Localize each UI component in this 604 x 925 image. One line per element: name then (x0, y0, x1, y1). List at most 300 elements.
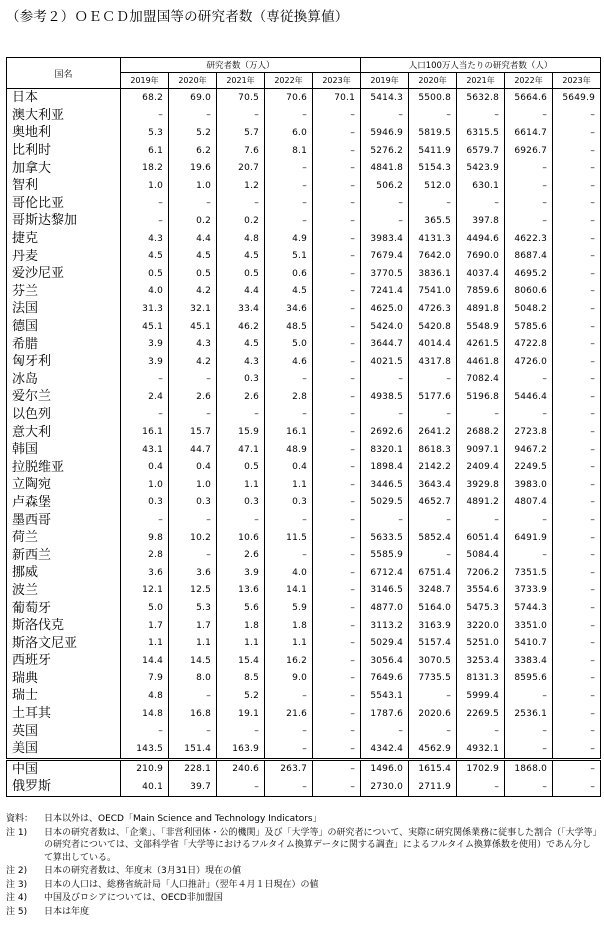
researchers-value: 1.8 (265, 617, 313, 635)
researchers-value: 4.5 (169, 247, 217, 265)
researchers-value: 47.1 (217, 441, 265, 459)
per-million-value: – (457, 511, 505, 529)
country-name: 捷克 (7, 230, 121, 248)
researchers-value: – (313, 212, 361, 230)
per-million-value: 5852.4 (409, 529, 457, 547)
country-name: 爱尔兰 (7, 388, 121, 406)
researchers-value: – (217, 722, 265, 740)
per-million-value: – (553, 124, 601, 142)
researchers-value: 2.4 (121, 388, 169, 406)
year-header: 2020年 (169, 73, 217, 89)
researchers-value: – (313, 423, 361, 441)
researchers-value: – (169, 406, 217, 424)
per-million-value: 5414.3 (361, 89, 409, 107)
per-million-value: 5446.4 (505, 388, 553, 406)
per-million-value: 397.8 (457, 212, 505, 230)
per-million-value: – (457, 722, 505, 740)
researchers-value: – (313, 740, 361, 759)
researchers-value: 1.8 (217, 617, 265, 635)
researchers-value: 1.1 (169, 634, 217, 652)
researchers-value: 5.7 (217, 124, 265, 142)
table-row (7, 546, 601, 564)
researchers-value: – (313, 353, 361, 371)
table-row (7, 458, 601, 476)
researchers-value: 143.5 (121, 740, 169, 759)
table-row (7, 476, 601, 494)
researchers-value: 6.1 (121, 142, 169, 160)
researchers-table (6, 57, 601, 797)
country-name: 爱沙尼亚 (7, 265, 121, 283)
researchers-value: 0.5 (169, 265, 217, 283)
per-million-value: 6491.9 (505, 529, 553, 547)
researchers-value: 1.1 (265, 634, 313, 652)
note-label: 資料： (6, 814, 34, 824)
per-million-value: 3351.0 (505, 617, 553, 635)
per-million-value: – (553, 564, 601, 582)
country-name: 丹麦 (7, 247, 121, 265)
per-million-value: 7206.2 (457, 564, 505, 582)
table-row (7, 406, 601, 424)
year-header: 2021年 (217, 73, 265, 89)
researchers-value: 5.2 (217, 687, 265, 705)
per-million-value: – (553, 722, 601, 740)
table-row (7, 441, 601, 459)
per-million-value: – (361, 371, 409, 389)
per-million-value: – (553, 458, 601, 476)
researchers-value: – (313, 458, 361, 476)
table-row (7, 494, 601, 512)
group-header-row (7, 58, 601, 73)
country-name: 哥伦比亚 (7, 195, 121, 213)
country-name: 韩国 (7, 441, 121, 459)
researchers-value: – (265, 159, 313, 177)
country-name: 波兰 (7, 582, 121, 600)
table-row (7, 599, 601, 617)
per-million-value: 5543.1 (361, 687, 409, 705)
researchers-value: 33.4 (217, 300, 265, 318)
per-million-value: 7679.4 (361, 247, 409, 265)
researchers-value: – (313, 124, 361, 142)
per-million-value: 2692.6 (361, 423, 409, 441)
per-million-value: – (553, 441, 601, 459)
researchers-value: 19.1 (217, 705, 265, 723)
per-million-value: 5177.6 (409, 388, 457, 406)
researchers-value: – (313, 406, 361, 424)
researchers-value: 48.9 (265, 441, 313, 459)
researchers-value: 4.4 (169, 230, 217, 248)
per-million-value: 4494.6 (457, 230, 505, 248)
per-million-value: 7735.5 (409, 670, 457, 688)
year-header: 2023年 (553, 73, 601, 89)
researchers-value: 5.0 (121, 599, 169, 617)
per-million-value: 3733.9 (505, 582, 553, 600)
per-million-value: – (457, 406, 505, 424)
per-million-value: – (553, 759, 601, 778)
researchers-value: 0.2 (217, 212, 265, 230)
researchers-value: 40.1 (121, 778, 169, 796)
researchers-value: 45.1 (169, 318, 217, 336)
researchers-value: 70.6 (265, 89, 313, 107)
table-row (7, 722, 601, 740)
country-name: 芬兰 (7, 283, 121, 301)
researchers-value: 4.5 (121, 247, 169, 265)
researchers-value: – (265, 778, 313, 796)
researchers-value: 151.4 (169, 740, 217, 759)
researchers-value: 16.1 (121, 423, 169, 441)
researchers-value: 10.2 (169, 529, 217, 547)
per-million-value: 6751.4 (409, 564, 457, 582)
per-million-value: 5029.4 (361, 634, 409, 652)
per-million-value: 5664.6 (505, 89, 553, 107)
per-million-value: – (409, 511, 457, 529)
per-million-value: 4622.3 (505, 230, 553, 248)
researchers-value: 46.2 (217, 318, 265, 336)
country-name: 西班牙 (7, 652, 121, 670)
researchers-value: 14.5 (169, 652, 217, 670)
per-million-value: 4342.4 (361, 740, 409, 759)
researchers-value: – (313, 687, 361, 705)
researchers-value: – (313, 142, 361, 160)
country-name: 美国 (7, 740, 121, 759)
per-million-value: – (553, 687, 601, 705)
researchers-value: – (313, 177, 361, 195)
researchers-value: 0.3 (217, 371, 265, 389)
researchers-value: 1.1 (217, 634, 265, 652)
table-row (7, 195, 601, 213)
per-million-value: 6614.7 (505, 124, 553, 142)
per-million-value: 5029.5 (361, 494, 409, 512)
per-million-value: – (553, 388, 601, 406)
researchers-value: – (313, 582, 361, 600)
researchers-value: – (121, 107, 169, 125)
per-million-value: 2536.1 (505, 705, 553, 723)
country-name: 立陶宛 (7, 476, 121, 494)
country-name: 俄罗斯 (7, 778, 121, 796)
per-million-value: 1787.6 (361, 705, 409, 723)
per-million-value: 4021.5 (361, 353, 409, 371)
per-million-value: 1868.0 (505, 759, 553, 778)
note-label: 注 1) (6, 827, 28, 838)
per-million-value: – (553, 511, 601, 529)
table-row (7, 634, 601, 652)
researchers-value: 14.1 (265, 582, 313, 600)
per-million-value: 506.2 (361, 177, 409, 195)
per-million-value: – (505, 107, 553, 125)
researchers-value: 1.1 (217, 476, 265, 494)
note-2 (6, 865, 600, 878)
per-million-value: – (457, 778, 505, 796)
researchers-value: 0.3 (121, 494, 169, 512)
researchers-value: 39.7 (169, 778, 217, 796)
per-million-value: – (553, 159, 601, 177)
researchers-value: – (265, 371, 313, 389)
per-million-value: 365.5 (409, 212, 457, 230)
researchers-value: 1.0 (121, 476, 169, 494)
per-million-value: – (553, 318, 601, 336)
note-text: 日本以外は、OECD「Main Science and Technology Indicators」 (44, 814, 322, 824)
researchers-value: – (313, 546, 361, 564)
per-million-value: 4877.0 (361, 599, 409, 617)
researchers-value: – (265, 546, 313, 564)
table-row (7, 371, 601, 389)
country-name: 澳大利亚 (7, 107, 121, 125)
per-million-value: – (457, 107, 505, 125)
researchers-value: 0.4 (265, 458, 313, 476)
per-million-value: 3554.6 (457, 582, 505, 600)
researchers-value: – (313, 511, 361, 529)
country-name: 加拿大 (7, 159, 121, 177)
per-million-value: 8320.1 (361, 441, 409, 459)
table-row (7, 159, 601, 177)
per-million-value: – (553, 423, 601, 441)
per-million-value: 5999.4 (457, 687, 505, 705)
per-million-value: – (553, 529, 601, 547)
researchers-value: 3.9 (121, 353, 169, 371)
per-million-value: 9097.1 (457, 441, 505, 459)
per-million-value: – (361, 107, 409, 125)
per-million-value: 5649.9 (553, 89, 601, 107)
researchers-value: – (217, 195, 265, 213)
per-million-value: 4652.7 (409, 494, 457, 512)
table-row (7, 617, 601, 635)
researchers-value: 5.3 (121, 124, 169, 142)
per-million-value: 2409.4 (457, 458, 505, 476)
per-million-value: – (553, 230, 601, 248)
researchers-value: – (313, 195, 361, 213)
researchers-value: – (313, 371, 361, 389)
per-million-value: 3929.8 (457, 476, 505, 494)
researchers-value: 20.7 (217, 159, 265, 177)
researchers-value: 1.0 (169, 476, 217, 494)
researchers-value: 4.8 (217, 230, 265, 248)
researchers-value: – (265, 177, 313, 195)
researchers-value: 5.2 (169, 124, 217, 142)
researchers-value: – (121, 212, 169, 230)
per-million-value: – (553, 546, 601, 564)
researchers-value: 9.8 (121, 529, 169, 547)
researchers-value: – (265, 687, 313, 705)
per-million-value: 4562.9 (409, 740, 457, 759)
researchers-value: 21.6 (265, 705, 313, 723)
per-million-group-header: 人口100万人当たりの研究者数（人） (361, 58, 601, 73)
table-header (7, 58, 601, 89)
country-header: 国名 (7, 58, 121, 89)
researchers-value: – (313, 705, 361, 723)
per-million-value: – (361, 195, 409, 213)
per-million-value: 4841.8 (361, 159, 409, 177)
per-million-value: – (505, 177, 553, 195)
per-million-value: 4014.4 (409, 335, 457, 353)
per-million-value: – (553, 599, 601, 617)
per-million-value: 5276.2 (361, 142, 409, 160)
table-body (7, 89, 601, 797)
researchers-value: 5.0 (265, 335, 313, 353)
country-name: 法国 (7, 300, 121, 318)
researchers-value: – (313, 722, 361, 740)
per-million-value: 1496.0 (361, 759, 409, 778)
researchers-value: 4.4 (217, 283, 265, 301)
per-million-value: – (553, 195, 601, 213)
researchers-value: 1.7 (169, 617, 217, 635)
per-million-value: 4461.8 (457, 353, 505, 371)
per-million-value: 3383.4 (505, 652, 553, 670)
researchers-value: – (313, 335, 361, 353)
researchers-value: – (217, 511, 265, 529)
country-name: 希腊 (7, 335, 121, 353)
researchers-value: – (313, 388, 361, 406)
note-text: 中国及びロシアについては、OECD非加盟国 (44, 893, 223, 903)
researchers-value: 4.3 (121, 230, 169, 248)
researchers-value: – (265, 722, 313, 740)
country-name: 拉脱维亚 (7, 458, 121, 476)
per-million-value: 4317.8 (409, 353, 457, 371)
researchers-value: 5.9 (265, 599, 313, 617)
researchers-value: – (313, 529, 361, 547)
researchers-value: – (265, 511, 313, 529)
table-row (7, 265, 601, 283)
per-million-value: 2723.8 (505, 423, 553, 441)
researchers-value: 15.7 (169, 423, 217, 441)
per-million-value: 5548.9 (457, 318, 505, 336)
table-row (7, 300, 601, 318)
per-million-value: – (505, 546, 553, 564)
per-million-value: 4037.4 (457, 265, 505, 283)
per-million-value: 5585.9 (361, 546, 409, 564)
country-name: 匈牙利 (7, 353, 121, 371)
researchers-value: – (313, 476, 361, 494)
note-label: 注 4) (6, 893, 28, 903)
per-million-value: 3983.0 (505, 476, 553, 494)
per-million-value: 4722.8 (505, 335, 553, 353)
researchers-value: – (313, 564, 361, 582)
researchers-value: 0.4 (121, 458, 169, 476)
year-header: 2020年 (409, 73, 457, 89)
per-million-value: 8060.6 (505, 283, 553, 301)
per-million-value: – (553, 634, 601, 652)
researchers-value: 13.6 (217, 582, 265, 600)
per-million-value: – (553, 371, 601, 389)
researchers-value: 4.3 (169, 335, 217, 353)
researchers-value: – (313, 300, 361, 318)
per-million-value: 4891.2 (457, 494, 505, 512)
per-million-value: – (409, 687, 457, 705)
researchers-value: 1.0 (121, 177, 169, 195)
researchers-value: 48.5 (265, 318, 313, 336)
per-million-value: 4807.4 (505, 494, 553, 512)
per-million-value: – (553, 617, 601, 635)
per-million-value: – (505, 740, 553, 759)
researchers-value: 12.5 (169, 582, 217, 600)
researchers-value: 70.5 (217, 89, 265, 107)
researchers-value: 4.0 (121, 283, 169, 301)
researchers-value: 1.1 (121, 634, 169, 652)
table-row (7, 107, 601, 125)
table-row (7, 778, 601, 796)
per-million-value: 1898.4 (361, 458, 409, 476)
researchers-value: 5.6 (217, 599, 265, 617)
researchers-value: – (313, 247, 361, 265)
researchers-value: – (217, 778, 265, 796)
year-header: 2023年 (313, 73, 361, 89)
table-row (7, 124, 601, 142)
per-million-value: 5410.7 (505, 634, 553, 652)
per-million-value: 5411.9 (409, 142, 457, 160)
researchers-value: 14.8 (121, 705, 169, 723)
per-million-value: 4625.0 (361, 300, 409, 318)
per-million-value: 7541.0 (409, 283, 457, 301)
researchers-value: 19.6 (169, 159, 217, 177)
per-million-value: 3983.4 (361, 230, 409, 248)
year-header: 2019年 (121, 73, 169, 89)
researchers-value: 5.1 (265, 247, 313, 265)
per-million-value: 8131.3 (457, 670, 505, 688)
per-million-value: 7241.4 (361, 283, 409, 301)
note-4 (6, 892, 600, 905)
researchers-value: 34.6 (265, 300, 313, 318)
per-million-value: 3253.4 (457, 652, 505, 670)
per-million-value: 5475.3 (457, 599, 505, 617)
note-text: 日本の研究者数は、年度末（3月31日）現在の値 (44, 866, 242, 876)
per-million-value: – (553, 107, 601, 125)
table-row (7, 353, 601, 371)
per-million-value: 7690.0 (457, 247, 505, 265)
per-million-value: 2269.5 (457, 705, 505, 723)
per-million-value: – (361, 511, 409, 529)
country-name: 奥地利 (7, 124, 121, 142)
per-million-value: 4726.0 (505, 353, 553, 371)
per-million-value: 5500.8 (409, 89, 457, 107)
per-million-value: – (553, 265, 601, 283)
researchers-value: – (169, 546, 217, 564)
researchers-value: – (313, 230, 361, 248)
researchers-value: 240.6 (217, 759, 265, 778)
table-row (7, 283, 601, 301)
note-text: 日本の研究者数は、「企業」、「非営利団体・公的機関」及び「大学等」の研究者について、実際に研究関係業務に従事した割合（「大学等」の研究者については、文部科学省「大学等におけるフルタイム換算データに関する調査」によるフルタイム換算係数を使用）であん分して算出している。 (44, 827, 598, 863)
table-row (7, 740, 601, 759)
table-row (7, 212, 601, 230)
per-million-value: 3163.9 (409, 617, 457, 635)
per-million-value: 5819.5 (409, 124, 457, 142)
researchers-value: 0.3 (265, 494, 313, 512)
note-label: 注 2) (6, 866, 28, 876)
note-1 (6, 827, 600, 865)
researchers-value: 6.0 (265, 124, 313, 142)
table-row (7, 759, 601, 778)
researchers-value: – (169, 687, 217, 705)
researchers-value: – (313, 599, 361, 617)
per-million-value: 2641.2 (409, 423, 457, 441)
per-million-value: – (553, 705, 601, 723)
notes-section (6, 813, 600, 919)
researchers-value: 5.3 (169, 599, 217, 617)
researchers-value: 16.8 (169, 705, 217, 723)
per-million-value: – (553, 778, 601, 796)
per-million-value: – (553, 494, 601, 512)
per-million-value: – (361, 212, 409, 230)
per-million-value: 7859.6 (457, 283, 505, 301)
country-name: 中国 (7, 759, 121, 778)
researchers-value: 4.5 (265, 283, 313, 301)
per-million-value: 6926.7 (505, 142, 553, 160)
per-million-value: – (505, 371, 553, 389)
table-row (7, 670, 601, 688)
per-million-value: 5196.8 (457, 388, 505, 406)
per-million-value: 5632.8 (457, 89, 505, 107)
researchers-value: 45.1 (121, 318, 169, 336)
per-million-value: – (553, 582, 601, 600)
researchers-value: 0.5 (121, 265, 169, 283)
per-million-value: 2249.5 (505, 458, 553, 476)
